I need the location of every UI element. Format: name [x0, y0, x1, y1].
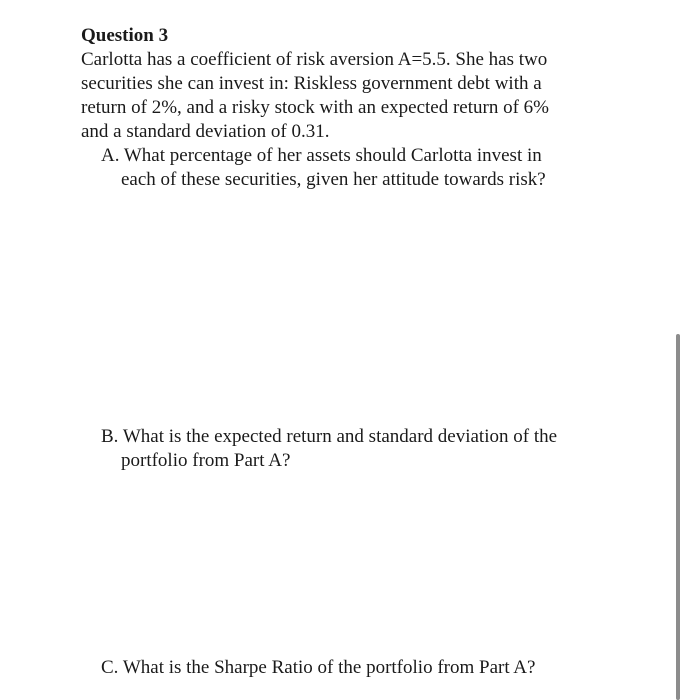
part-b-line: portfolio from Part A?: [121, 450, 291, 471]
intro-line: securities she can invest in: Riskless government debt with a: [81, 73, 542, 94]
intro-line: Carlotta has a coefficient of risk aversion A=5.5. She has two: [81, 49, 548, 70]
vertical-scrollbar[interactable]: [676, 334, 680, 700]
part-b-line: B. What is the expected return and standard deviation of the: [101, 426, 558, 447]
part-a-line: each of these securities, given her attitude towards risk?: [121, 169, 546, 190]
intro-line: return of 2%, and a risky stock with an expected return of 6%: [81, 97, 549, 118]
question-title: Question 3: [81, 25, 169, 46]
part-a-line: A. What percentage of her assets should Carlotta invest in: [101, 145, 542, 166]
part-b-question: [101, 425, 557, 473]
intro-line: and a standard deviation of 0.31.: [81, 121, 330, 142]
question-intro: [81, 48, 549, 144]
part-c-question: [101, 656, 535, 680]
part-c-line: C. What is the Sharpe Ratio of the portfolio from Part A?: [101, 657, 536, 678]
part-a-question: [101, 144, 546, 192]
